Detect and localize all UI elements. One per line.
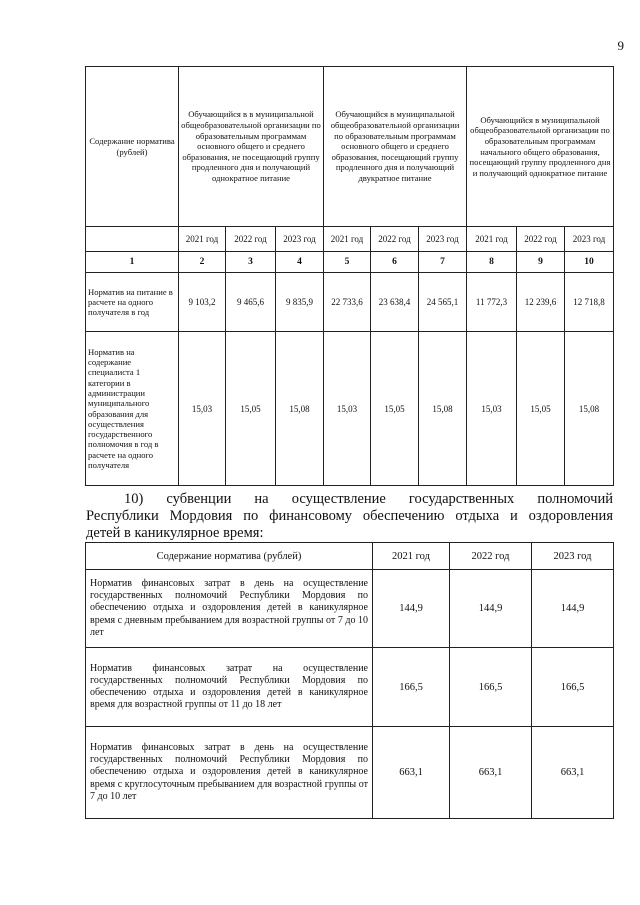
table1-cell: 11 772,3 (467, 273, 517, 332)
table1-col-number: 8 (467, 252, 517, 273)
table1-col-number: 7 (419, 252, 467, 273)
table1-column-numbers-row (86, 252, 614, 273)
paragraph-line-3: детей в каникулярное время: (86, 525, 264, 541)
table1-cell: 15,05 (517, 332, 565, 486)
table1-row-nutrition (86, 273, 614, 332)
table2-cell: 166,5 (450, 648, 532, 727)
table2-cell: 144,9 (532, 570, 614, 648)
table1-years-empty-cell (86, 227, 179, 252)
table2-cell: 144,9 (450, 570, 532, 648)
table2-cell: 166,5 (373, 648, 450, 727)
paragraph-line-2: Республики Мордовия по финансовому обеспечению отдыха и оздоровления (86, 508, 613, 524)
table2-row-desc: Норматив финансовых затрат в день на осуществление государственных полномочий Республики Мордовия по обеспечению отдыха и оздоровления детей в каникулярное время с дневным пребыванием для возрастной группы от 7 до 10 лет (86, 570, 373, 648)
table2-row (86, 727, 614, 819)
table1-cell: 15,03 (324, 332, 371, 486)
recreation-norms-table (85, 542, 614, 819)
table1-year: 2023 год (565, 227, 614, 252)
table2-row (86, 570, 614, 648)
table1-cell: 15,08 (419, 332, 467, 486)
table1-header-row (86, 67, 614, 227)
table2-header-content: Содержание норматива (рублей) (86, 543, 373, 570)
table1-cell: 15,08 (276, 332, 324, 486)
table1-row-label: Норматив на содержание специалиста 1 категории в администрации муниципального образования для осуществления государственного полномочия в год в расчете на одного получателя (86, 332, 179, 486)
table1-col-number: 1 (86, 252, 179, 273)
table1-header-group-2: Обучающийся в муниципальной общеобразовательной организации по образовательным программам основного общего и среднего образования, посещающий группу продленного дня и получающий двукратное питание (324, 67, 467, 227)
table2-cell: 144,9 (373, 570, 450, 648)
table2-header-row (86, 543, 614, 570)
table1-year: 2021 год (179, 227, 226, 252)
table1-col-number: 6 (371, 252, 419, 273)
table2-row (86, 648, 614, 727)
table1-year: 2022 год (371, 227, 419, 252)
table2-cell: 663,1 (532, 727, 614, 819)
table1-year: 2022 год (226, 227, 276, 252)
table2-cell: 663,1 (450, 727, 532, 819)
table1-year: 2022 год (517, 227, 565, 252)
table1-cell: 22 733,6 (324, 273, 371, 332)
table1-cell: 24 565,1 (419, 273, 467, 332)
table2-cell: 166,5 (532, 648, 614, 727)
paragraph-line-1: 10) субвенции на осуществление государственных полномочий (124, 491, 613, 507)
page-number: 9 (617, 38, 624, 53)
table1-cell: 9 465,6 (226, 273, 276, 332)
nutrition-norms-table (85, 66, 614, 486)
table1-cell: 12 718,8 (565, 273, 614, 332)
table1-header-group-3: Обучающийся в муниципальной общеобразовательной организации по образовательным программам начального общего образования, посещающий группу продленного дня и получающий однократное питание (467, 67, 614, 227)
table1-col-number: 3 (226, 252, 276, 273)
table1-cell: 15,05 (226, 332, 276, 486)
table1-cell: 15,05 (371, 332, 419, 486)
table1-col-number: 4 (276, 252, 324, 273)
table1-col-number: 2 (179, 252, 226, 273)
table2-header-year: 2023 год (532, 543, 614, 570)
table2-row-desc: Норматив финансовых затрат на осуществление государственных полномочий Республики Мордовия по обеспечению отдыха и оздоровления детей в каникулярное время для возрастной группы от 11 до 18 лет (86, 648, 373, 727)
table1-cell: 9 835,9 (276, 273, 324, 332)
table1-cell: 9 103,2 (179, 273, 226, 332)
table1-row-label: Норматив на питание в расчете на одного получателя в год (86, 273, 179, 332)
table1-header-group-1: Обучающийся в в муниципальной общеобразовательной организации по образовательным программам основного общего и среднего образования, не посещающий группу продленного дня и получающий однократное питание (179, 67, 324, 227)
table1-cell: 15,03 (179, 332, 226, 486)
table1-year: 2023 год (276, 227, 324, 252)
table1-col-number: 10 (565, 252, 614, 273)
table2-cell: 663,1 (373, 727, 450, 819)
table1-years-row (86, 227, 614, 252)
table1-year: 2021 год (467, 227, 517, 252)
table1-header-content: Содержание норматива (рублей) (86, 67, 179, 227)
table1-year: 2021 год (324, 227, 371, 252)
table2-row-desc: Норматив финансовых затрат в день на осуществление государственных полномочий Республики Мордовия по обеспечению отдыха и оздоровления детей в каникулярное время с круглосуточным пребыванием для возрастной группы от 7 до 10 лет (86, 727, 373, 819)
table2-header-year: 2022 год (450, 543, 532, 570)
table2-header-year: 2021 год (373, 543, 450, 570)
table1-cell: 15,08 (565, 332, 614, 486)
table1-year: 2023 год (419, 227, 467, 252)
table1-col-number: 9 (517, 252, 565, 273)
table1-cell: 23 638,4 (371, 273, 419, 332)
table1-cell: 12 239,6 (517, 273, 565, 332)
table1-col-number: 5 (324, 252, 371, 273)
table1-cell: 15,03 (467, 332, 517, 486)
table1-row-specialist (86, 332, 614, 486)
